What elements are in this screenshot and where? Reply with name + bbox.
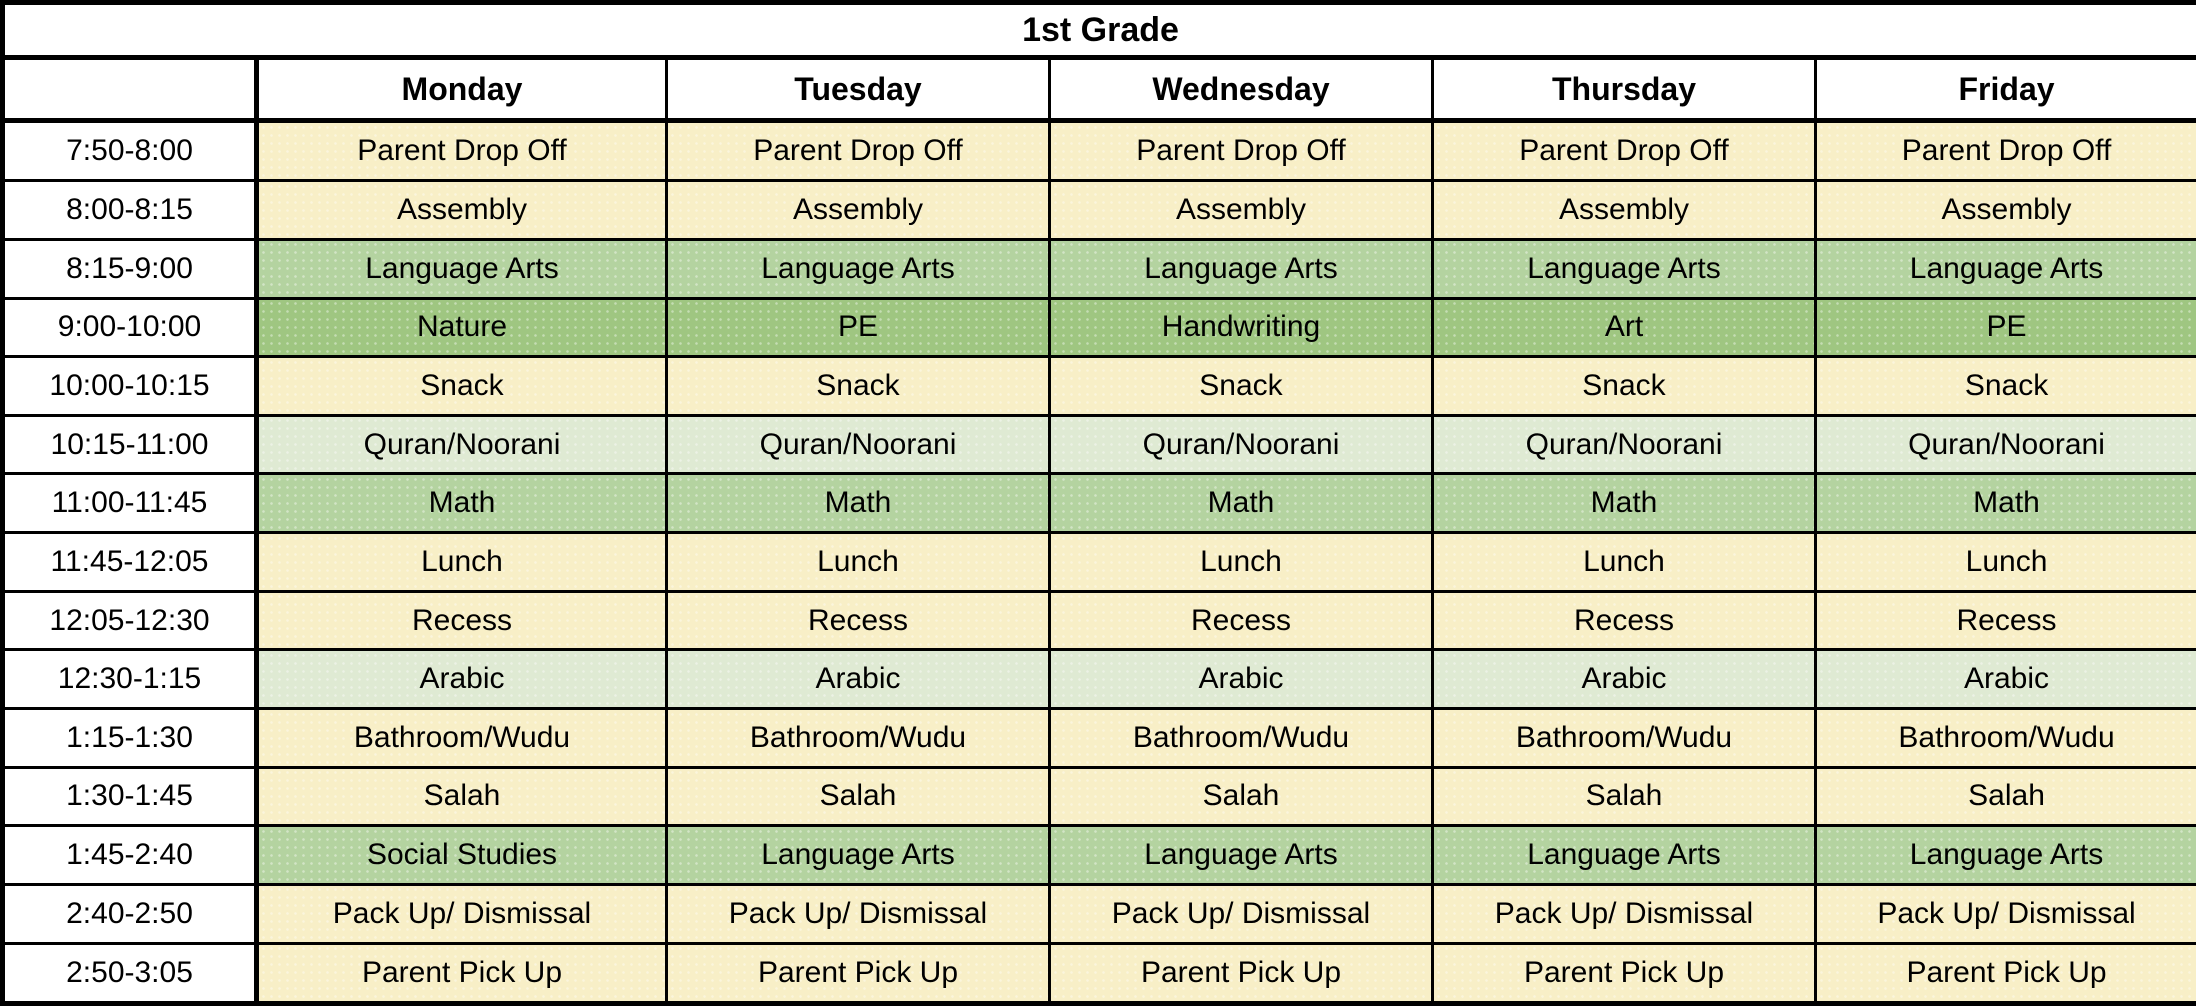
activity-cell: Arabic — [1050, 650, 1433, 709]
activity-cell: Quran/Noorani — [1816, 415, 2196, 474]
activity-cell: Salah — [257, 767, 667, 826]
activity-cell: Assembly — [1050, 181, 1433, 240]
activity-cell: Nature — [257, 298, 667, 357]
activity-cell: Arabic — [1816, 650, 2196, 709]
activity-cell: Lunch — [667, 533, 1050, 592]
time-label: 1:30-1:45 — [3, 767, 257, 826]
activity-cell: Recess — [257, 591, 667, 650]
activity-cell: Assembly — [1433, 181, 1816, 240]
activity-cell: Bathroom/Wudu — [1816, 709, 2196, 768]
activity-cell: Social Studies — [257, 826, 667, 885]
schedule-row — [3, 121, 2196, 181]
activity-cell: Language Arts — [257, 239, 667, 298]
time-label: 9:00-10:00 — [3, 298, 257, 357]
activity-cell: Math — [257, 474, 667, 533]
schedule-row — [3, 767, 2196, 826]
day-header-tuesday: Tuesday — [667, 58, 1050, 121]
activity-cell: Handwriting — [1050, 298, 1433, 357]
activity-cell: PE — [667, 298, 1050, 357]
activity-cell: Lunch — [1816, 533, 2196, 592]
activity-cell: Bathroom/Wudu — [667, 709, 1050, 768]
schedule-row — [3, 181, 2196, 240]
activity-cell: Bathroom/Wudu — [257, 709, 667, 768]
activity-cell: Arabic — [1433, 650, 1816, 709]
schedule-row — [3, 826, 2196, 885]
activity-cell: Pack Up/ Dismissal — [1433, 884, 1816, 943]
time-label: 11:00-11:45 — [3, 474, 257, 533]
time-label: 11:45-12:05 — [3, 533, 257, 592]
day-header-row — [3, 58, 2196, 121]
activity-cell: Language Arts — [1816, 826, 2196, 885]
activity-cell: Salah — [1050, 767, 1433, 826]
time-label: 12:05-12:30 — [3, 591, 257, 650]
schedule-row — [3, 591, 2196, 650]
activity-cell: Parent Drop Off — [1433, 121, 1816, 181]
day-header-thursday: Thursday — [1433, 58, 1816, 121]
activity-cell: Parent Drop Off — [667, 121, 1050, 181]
time-label: 2:40-2:50 — [3, 884, 257, 943]
activity-cell: Quran/Noorani — [1433, 415, 1816, 474]
activity-cell: Parent Pick Up — [1050, 943, 1433, 1003]
time-label: 1:15-1:30 — [3, 709, 257, 768]
activity-cell: Parent Pick Up — [1433, 943, 1816, 1003]
schedule-title: 1st Grade — [3, 3, 2196, 58]
day-header-monday: Monday — [257, 58, 667, 121]
activity-cell: Math — [1050, 474, 1433, 533]
activity-cell: Language Arts — [667, 239, 1050, 298]
activity-cell: Parent Drop Off — [1816, 121, 2196, 181]
activity-cell: Parent Drop Off — [257, 121, 667, 181]
time-label: 7:50-8:00 — [3, 121, 257, 181]
activity-cell: Arabic — [667, 650, 1050, 709]
activity-cell: Recess — [1050, 591, 1433, 650]
schedule-row — [3, 709, 2196, 768]
schedule-row — [3, 474, 2196, 533]
activity-cell: Salah — [1816, 767, 2196, 826]
activity-cell: Language Arts — [1050, 239, 1433, 298]
activity-cell: Parent Pick Up — [667, 943, 1050, 1003]
activity-cell: Parent Pick Up — [1816, 943, 2196, 1003]
activity-cell: Bathroom/Wudu — [1433, 709, 1816, 768]
activity-cell: Recess — [1433, 591, 1816, 650]
schedule-row — [3, 298, 2196, 357]
activity-cell: PE — [1816, 298, 2196, 357]
activity-cell: Pack Up/ Dismissal — [667, 884, 1050, 943]
activity-cell: Pack Up/ Dismissal — [257, 884, 667, 943]
activity-cell: Quran/Noorani — [1050, 415, 1433, 474]
title-row — [3, 3, 2196, 58]
activity-cell: Language Arts — [1816, 239, 2196, 298]
activity-cell: Art — [1433, 298, 1816, 357]
time-label: 10:00-10:15 — [3, 357, 257, 416]
activity-cell: Arabic — [257, 650, 667, 709]
activity-cell: Snack — [257, 357, 667, 416]
activity-cell: Lunch — [1433, 533, 1816, 592]
activity-cell: Language Arts — [1050, 826, 1433, 885]
activity-cell: Pack Up/ Dismissal — [1816, 884, 2196, 943]
activity-cell: Math — [667, 474, 1050, 533]
day-header-wednesday: Wednesday — [1050, 58, 1433, 121]
activity-cell: Math — [1433, 474, 1816, 533]
time-label: 8:15-9:00 — [3, 239, 257, 298]
activity-cell: Snack — [1433, 357, 1816, 416]
activity-cell: Language Arts — [1433, 826, 1816, 885]
activity-cell: Recess — [667, 591, 1050, 650]
activity-cell: Snack — [1816, 357, 2196, 416]
activity-cell: Language Arts — [1433, 239, 1816, 298]
schedule-row — [3, 943, 2196, 1003]
activity-cell: Recess — [1816, 591, 2196, 650]
schedule-row — [3, 415, 2196, 474]
activity-cell: Quran/Noorani — [667, 415, 1050, 474]
schedule-row — [3, 884, 2196, 943]
activity-cell: Salah — [1433, 767, 1816, 826]
activity-cell: Parent Pick Up — [257, 943, 667, 1003]
activity-cell: Snack — [1050, 357, 1433, 416]
schedule-row — [3, 357, 2196, 416]
schedule-row — [3, 650, 2196, 709]
activity-cell: Assembly — [667, 181, 1050, 240]
activity-cell: Quran/Noorani — [257, 415, 667, 474]
schedule-row — [3, 533, 2196, 592]
activity-cell: Pack Up/ Dismissal — [1050, 884, 1433, 943]
time-label: 8:00-8:15 — [3, 181, 257, 240]
activity-cell: Salah — [667, 767, 1050, 826]
activity-cell: Assembly — [1816, 181, 2196, 240]
day-header-friday: Friday — [1816, 58, 2196, 121]
activity-cell: Lunch — [1050, 533, 1433, 592]
time-label: 2:50-3:05 — [3, 943, 257, 1003]
schedule-row — [3, 239, 2196, 298]
time-label: 1:45-2:40 — [3, 826, 257, 885]
time-label: 10:15-11:00 — [3, 415, 257, 474]
activity-cell: Assembly — [257, 181, 667, 240]
activity-cell: Language Arts — [667, 826, 1050, 885]
time-label: 12:30-1:15 — [3, 650, 257, 709]
activity-cell: Math — [1816, 474, 2196, 533]
activity-cell: Parent Drop Off — [1050, 121, 1433, 181]
activity-cell: Lunch — [257, 533, 667, 592]
activity-cell: Bathroom/Wudu — [1050, 709, 1433, 768]
corner-cell — [3, 58, 257, 121]
activity-cell: Snack — [667, 357, 1050, 416]
